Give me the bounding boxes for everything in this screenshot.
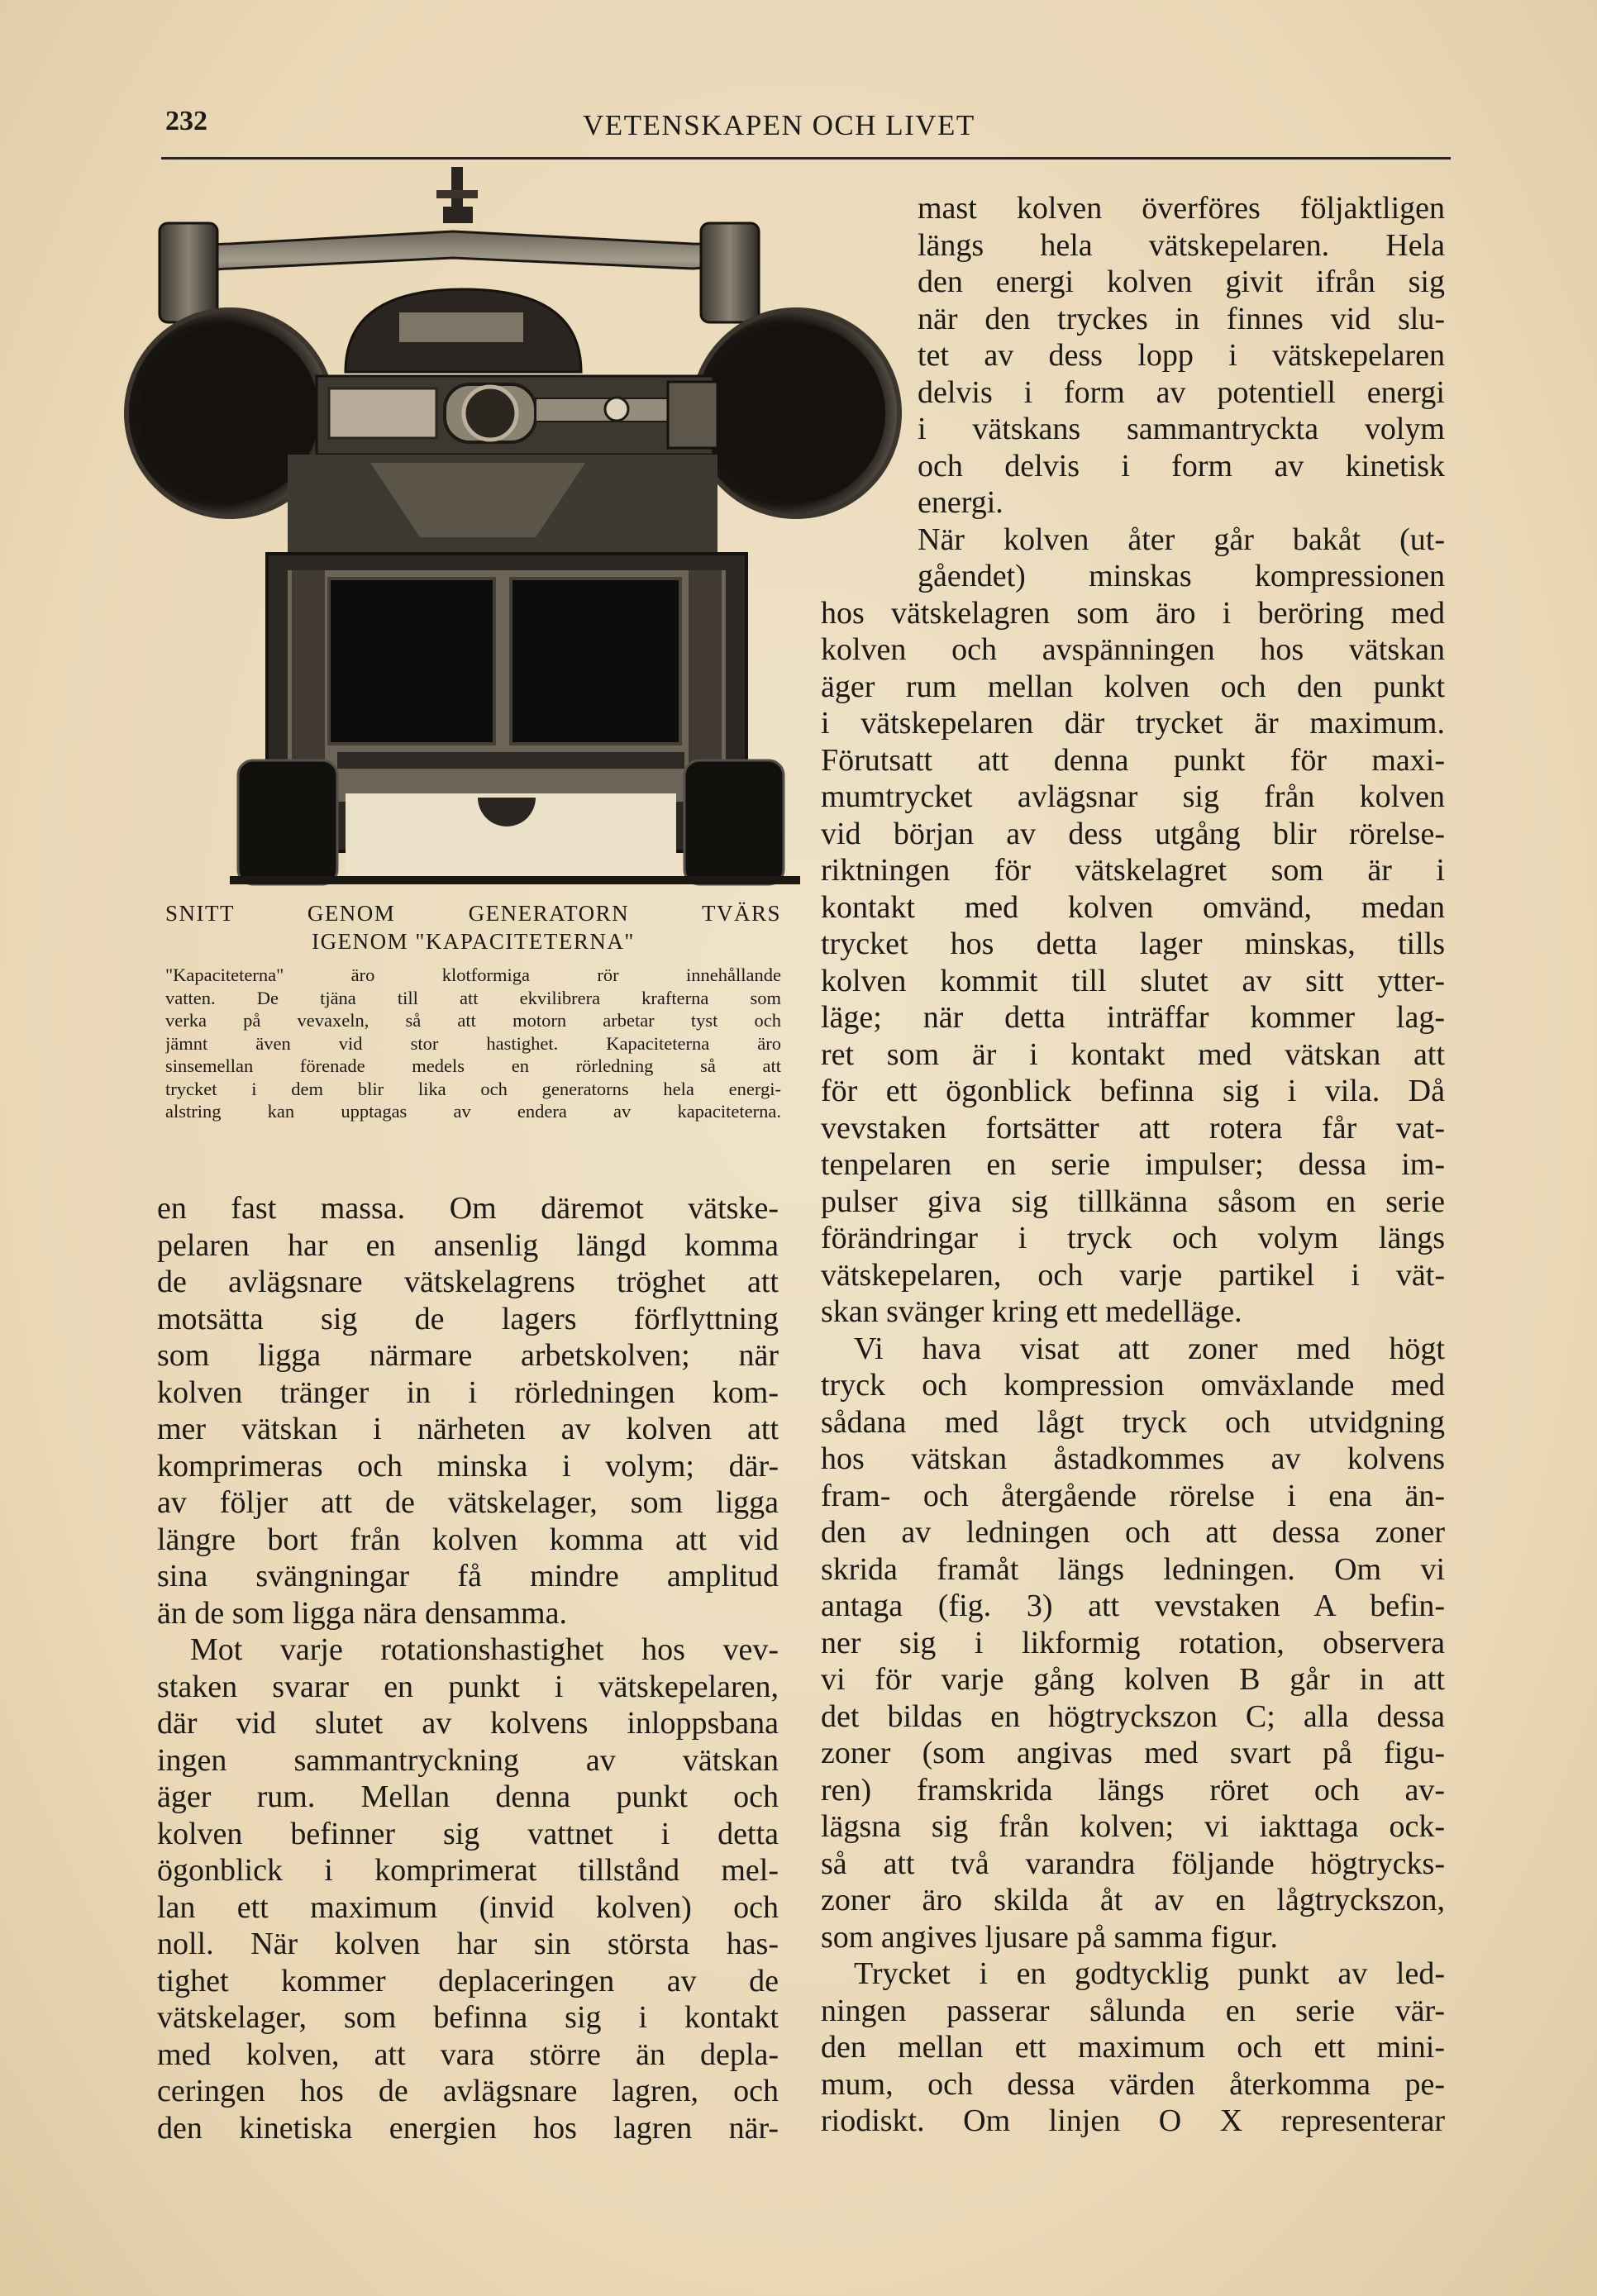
- text-line: gåendet) minskas kompressionen: [918, 559, 1445, 593]
- text-line: de avlägsnare vätskelagrens tröghet att: [157, 1265, 779, 1299]
- text-line: vevstaken fortsätter att rotera får vat-: [821, 1110, 1445, 1146]
- generator-illustration: [122, 165, 908, 893]
- figure-caption: [165, 899, 781, 1123]
- text-line: när den tryckes in finnes vid slu-: [918, 301, 1445, 336]
- text-line: vi för varje gång kolven B går in att: [821, 1662, 1445, 1697]
- text-line: i vätskans sammantryckta volym: [918, 412, 1445, 446]
- caption-line: verka på vevaxeln, så att motorn arbetar tyst och: [165, 1010, 781, 1031]
- caption-line: jämnt även vid stor hastighet. Kapaciteterna äro: [165, 1032, 781, 1054]
- text-line: läge; när detta inträffar kommer lag-: [821, 1000, 1445, 1035]
- caption-line: alstring kan upptagas av endera av kapaciteterna.: [165, 1101, 781, 1122]
- text-line: i vätskepelaren där trycket är maximum.: [821, 706, 1445, 741]
- text-line: kolven och avspänningen hos vätskan: [821, 632, 1445, 667]
- text-line: en fast massa. Om däremot vätske-: [157, 1191, 779, 1226]
- text-line: riodiskt. Om linjen O X representerar: [821, 2103, 1445, 2138]
- text-line: längs hela vätskepelaren. Hela: [918, 227, 1445, 263]
- text-line: energi.: [918, 485, 1003, 520]
- generator-cross-section-figure: [122, 165, 908, 893]
- caption-title-line1: SNITT GENOM GENERATORN TVÄRS: [165, 901, 781, 926]
- page-number: 232: [165, 106, 207, 136]
- caption-title-line2: IGENOM "KAPACITETERNA": [312, 929, 635, 954]
- running-title: VETENSKAPEN OCH LIVET: [583, 109, 975, 141]
- text-line: skrida framåt längs ledningen. Om vi: [821, 1551, 1445, 1587]
- text-line: lägsna sig från kolven; vi iakttaga ock-: [821, 1809, 1445, 1844]
- caption-line: trycket i dem blir lika och generatorns hela energi-: [165, 1078, 781, 1099]
- text-line: staken svarar en punkt i vätskepelaren,: [157, 1669, 779, 1704]
- text-line: vätskepelaren, och varje partikel i vät-: [821, 1257, 1445, 1293]
- text-line: pulser giva sig tillkänna såsom en serie: [821, 1184, 1445, 1219]
- text-line: den energi kolven givit ifrån sig: [918, 264, 1445, 299]
- text-line: längre bort från kolven komma att vid: [157, 1522, 779, 1557]
- header-rule: [161, 157, 1451, 160]
- text-line: äger rum mellan kolven och den punkt: [821, 669, 1445, 704]
- text-line: där vid slutet av kolvens inloppsbana: [157, 1706, 779, 1741]
- text-line: Förutsatt att denna punkt för maxi-: [821, 742, 1445, 778]
- text-line: tet av dess lopp i vätskepelaren: [918, 338, 1445, 373]
- text-line: så att två varandra följande högtrycks-: [821, 1846, 1445, 1881]
- text-line: kolven kommit till slutet av sitt ytter-: [821, 963, 1445, 998]
- text-line: ningen passerar sålunda en serie vär-: [821, 1993, 1445, 2028]
- text-line: ceringen hos de avlägsnare lagren, och: [157, 2074, 779, 2108]
- text-line: ögonblick i komprimerat tillstånd mel-: [157, 1853, 779, 1888]
- caption-line: sinsemellan förenade medels en rörledning så att: [165, 1055, 781, 1076]
- text-line: mumtrycket avlägsnar sig från kolven: [821, 779, 1445, 814]
- text-line: den av ledningen och att dessa zoner: [821, 1515, 1445, 1550]
- text-line: antaga (fig. 3) att vevstaken A befin-: [821, 1589, 1445, 1623]
- text-line: den mellan ett maximum och ett mini-: [821, 2030, 1445, 2065]
- text-line: för ett ögonblick befinna sig i vila. Då: [821, 1074, 1445, 1108]
- text-line: ingen sammantryckning av vätskan: [157, 1742, 779, 1778]
- text-line: Mot varje rotationshastighet hos vev-: [190, 1632, 779, 1667]
- text-line: Vi hava visat att zoner med högt: [854, 1331, 1445, 1366]
- text-line: kontakt med kolven omvänd, medan: [821, 889, 1445, 925]
- text-line: den kinetiska energien hos lagren när-: [157, 2110, 779, 2146]
- caption-line: "Kapaciteterna" äro klotformiga rör innehållande: [165, 965, 781, 985]
- text-line: Trycket i en godtycklig punkt av led-: [854, 1956, 1445, 1991]
- text-line: noll. När kolven har sin största has-: [157, 1927, 779, 1961]
- text-line: fram- och återgående rörelse i ena än-: [821, 1478, 1445, 1513]
- text-line: mum, och dessa värden återkomma pe-: [821, 2066, 1445, 2102]
- text-line: ner sig i likformig rotation, observera: [821, 1625, 1445, 1660]
- text-line: som angives ljusare på samma figur.: [821, 1919, 1278, 1955]
- text-line: motsätta sig de lagers förflyttning: [157, 1301, 779, 1336]
- text-line: skan svänger kring ett medelläge.: [821, 1294, 1242, 1329]
- text-line: äger rum. Mellan denna punkt och: [157, 1779, 779, 1814]
- text-line: det bildas en högtryckszon C; alla dessa: [821, 1698, 1445, 1734]
- text-line: vid början av dess utgång blir rörelse-: [821, 816, 1445, 851]
- text-line: ren) framskrida längs röret och av-: [821, 1772, 1445, 1808]
- text-line: ret som är i kontakt med vätskan att: [821, 1036, 1445, 1072]
- text-line: zoner (som angivas med svart på figu-: [821, 1736, 1445, 1770]
- text-line: kolven befinner sig vattnet i detta: [157, 1816, 779, 1851]
- text-line: lan ett maximum (invid kolven) och: [157, 1889, 779, 1925]
- text-line: När kolven åter går bakåt (ut-: [918, 522, 1445, 557]
- page-header: [165, 106, 1451, 155]
- text-line: som ligga närmare arbetskolven; när: [157, 1338, 779, 1373]
- text-line: tighet kommer deplaceringen av de: [157, 1963, 779, 1998]
- text-line: än de som ligga nära densamma.: [157, 1595, 567, 1631]
- text-line: med kolven, att vara större än depla-: [157, 2036, 779, 2072]
- text-line: pelaren har en ansenlig längd komma: [157, 1227, 779, 1263]
- text-line: vätskelager, som befinna sig i kontakt: [157, 2000, 779, 2035]
- text-line: zoner äro skilda åt av en lågtryckszon,: [821, 1883, 1445, 1917]
- text-line: sina svängningar få mindre amplitud: [157, 1559, 779, 1593]
- text-line: sådana med lågt tryck och utvidgning: [821, 1404, 1445, 1440]
- left-text-column: [157, 1190, 779, 2146]
- text-line: mast kolven överföres följaktligen: [918, 191, 1445, 226]
- text-line: och delvis i form av kinetisk: [918, 448, 1445, 483]
- text-line: hos vätskan åstadkommes av kolvens: [821, 1441, 1445, 1476]
- caption-body: [165, 964, 781, 1123]
- text-line: komprimeras och minska i volym; där-: [157, 1448, 779, 1484]
- text-line: riktningen för vätskelagret som är i: [821, 853, 1445, 888]
- text-line: delvis i form av potentiell energi: [918, 374, 1445, 410]
- right-text-column: [821, 190, 1445, 2140]
- text-line: hos vätskelagren som äro i beröring med: [821, 595, 1445, 631]
- caption-line: vatten. De tjäna till att ekvilibrera krafterna som: [165, 987, 781, 1008]
- text-line: mer vätskan i närheten av kolven att: [157, 1412, 779, 1446]
- text-line: förändringar i tryck och volym längs: [821, 1221, 1445, 1255]
- text-line: trycket hos detta lager minskas, tills: [821, 926, 1445, 961]
- text-line: av följer att de vätskelager, som ligga: [157, 1485, 779, 1520]
- text-line: tryck och kompression omväxlande med: [821, 1368, 1445, 1403]
- text-line: tenpelaren en serie impulser; dessa im-: [821, 1147, 1445, 1182]
- text-line: kolven tränger in i rörledningen kom-: [157, 1374, 779, 1410]
